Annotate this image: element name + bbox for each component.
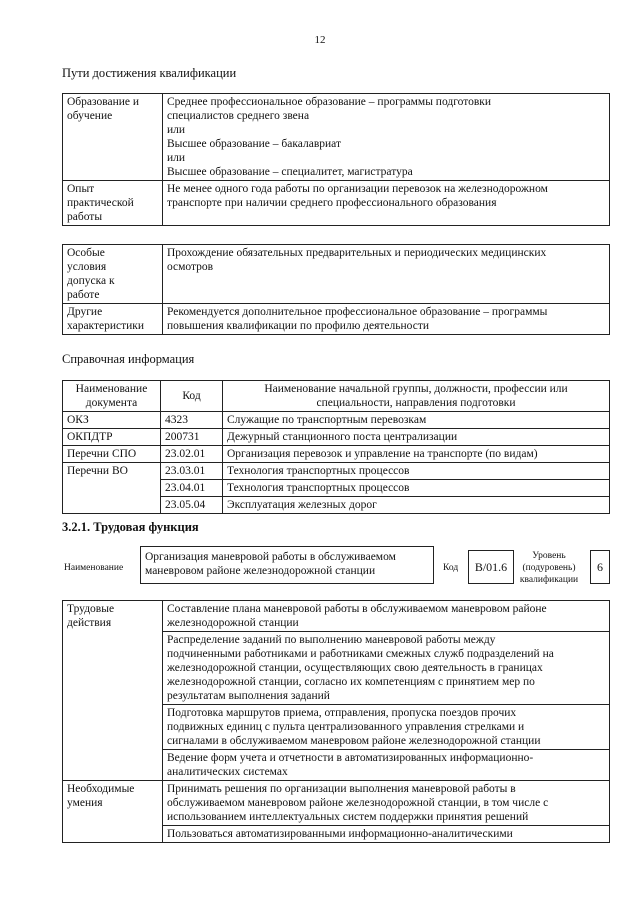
text-line: практической xyxy=(67,197,134,209)
ref-name-cell: Служащие по транспортным перевозкам xyxy=(223,412,610,429)
ref-header-doc: Наименование документа xyxy=(63,381,161,412)
ref-row xyxy=(63,446,610,463)
paths-value xyxy=(163,181,610,226)
ref-code-cell: 23.03.01 xyxy=(161,463,223,480)
actions-table xyxy=(62,600,610,843)
text-line: Опыт xyxy=(67,183,95,195)
paths-label xyxy=(63,181,163,226)
text-line: аналитических системах xyxy=(167,766,288,778)
text-line: Необходимые xyxy=(67,783,135,795)
text-line: работы xyxy=(67,211,103,223)
function-level-label: Уровень (подуровень) квалификации xyxy=(519,551,579,585)
ref-doc-cell: Перечни СПО xyxy=(63,446,161,463)
text-line: Особые xyxy=(67,247,105,259)
text-line: Подготовка маршрутов приема, отправления, пропуска поездов прочих xyxy=(167,707,517,719)
text-line: обучение xyxy=(67,110,113,122)
ref-name-cell: Организация перевозок и управление на транспорте (по видам) xyxy=(223,446,610,463)
text-line: характеристики xyxy=(67,320,145,332)
text-line: Высшее образование – специалитет, магистратура xyxy=(167,166,413,178)
ref-code-cell: 23.02.01 xyxy=(161,446,223,463)
ref-header-code: Код xyxy=(161,381,223,412)
conditions-value xyxy=(163,304,610,335)
ref-row xyxy=(63,429,610,446)
text-line: Другие xyxy=(67,306,103,318)
paths-table xyxy=(62,93,610,226)
ref-name-cell: Эксплуатация железных дорог xyxy=(223,497,610,514)
conditions-label xyxy=(63,245,163,304)
text-line: Рекомендуется дополнительное профессиональное образование – программы xyxy=(167,306,548,318)
text-line: или xyxy=(167,124,186,136)
labor-action-item xyxy=(163,632,610,705)
text-line: подчиненными работниками и работниками смежных служб подразделений на xyxy=(167,648,554,660)
reference-table xyxy=(62,380,610,514)
conditions-table xyxy=(62,244,610,335)
function-name-label: Наименование xyxy=(64,563,124,573)
paths-row xyxy=(63,94,610,181)
text-line: Трудовые xyxy=(67,603,115,615)
labor-action-row xyxy=(63,601,610,632)
text-line: осмотров xyxy=(167,261,214,273)
ref-name-cell: Дежурный станционного поста централизации xyxy=(223,429,610,446)
reference-heading: Справочная информация xyxy=(62,352,195,366)
function-code-value: B/01.6 xyxy=(468,550,514,584)
ref-doc-cell: Перечни ВО xyxy=(63,463,161,514)
function-code-label: Код xyxy=(443,563,459,573)
labor-action-item xyxy=(163,705,610,750)
text-line: результатам выполнения заданий xyxy=(167,690,330,702)
ref-code-cell: 23.04.01 xyxy=(161,480,223,497)
text-line: условия xyxy=(67,261,107,273)
text-line: Принимать решения по организации выполнения маневровой работы в xyxy=(167,783,516,795)
paths-value xyxy=(163,94,610,181)
text-line: подвижных единиц с пульта централизованного управления стрелками и xyxy=(167,721,525,733)
required-skill-label xyxy=(63,781,163,843)
text-line: транспорте при наличии среднего профессионального образования xyxy=(167,197,497,209)
text-line: сигналами в обслуживаемом маневровом районе железнодорожной станции xyxy=(167,735,541,747)
ref-row xyxy=(63,463,610,480)
labor-action-item xyxy=(163,601,610,632)
paths-label xyxy=(63,94,163,181)
required-skill-row xyxy=(63,781,610,826)
text-line: железнодорожной станции xyxy=(167,617,299,629)
text-line: или xyxy=(167,152,186,164)
ref-doc-cell: ОКЗ xyxy=(63,412,161,429)
text-line: Пользоваться автоматизированными информационно-аналитическими xyxy=(167,828,513,840)
labor-action-item xyxy=(163,750,610,781)
text-line: железнодорожной станции, согласно их компетенциям с принятием мер по xyxy=(167,676,535,688)
ref-doc-cell: ОКПДТР xyxy=(63,429,161,446)
text-line: умения xyxy=(67,797,103,809)
required-skill-item xyxy=(163,781,610,826)
text-line: работе xyxy=(67,289,100,301)
text-line: действия xyxy=(67,617,112,629)
text-line: Распределение заданий по выполнению маневровой работы между xyxy=(167,634,496,646)
text-line: Образование и xyxy=(67,96,140,108)
function-name-box: Организация маневровой работы в обслуживаемом маневровом районе железнодорожной станции xyxy=(140,546,434,584)
ref-code-cell: 200731 xyxy=(161,429,223,446)
labor-action-label xyxy=(63,601,163,781)
text-line: специалистов среднего звена xyxy=(167,110,310,122)
text-line: Среднее профессиональное образование – программы подготовки xyxy=(167,96,492,108)
page-number: 12 xyxy=(314,34,326,46)
text-line: железнодорожной станции, осуществляющих свою деятельность в границах xyxy=(167,662,543,674)
text-line: обслуживаемом маневровом районе железнодорожной станции, в том числе с xyxy=(167,797,549,809)
conditions-row xyxy=(63,304,610,335)
text-line: использованием интеллектуальных систем поддержки принятия решений xyxy=(167,811,529,823)
ref-row xyxy=(63,412,610,429)
conditions-label xyxy=(63,304,163,335)
text-line: Ведение форм учета и отчетности в автоматизированных информационно- xyxy=(167,752,534,764)
text-line: Высшее образование – бакалавриат xyxy=(167,138,341,150)
ref-name-cell: Технология транспортных процессов xyxy=(223,463,610,480)
conditions-value xyxy=(163,245,610,304)
ref-code-cell: 4323 xyxy=(161,412,223,429)
text-line: повышения квалификации по профилю деятельности xyxy=(167,320,429,332)
conditions-row xyxy=(63,245,610,304)
function-level-value: 6 xyxy=(590,550,610,584)
text-line: Прохождение обязательных предварительных и периодических медицинских xyxy=(167,247,547,259)
ref-name-cell: Технология транспортных процессов xyxy=(223,480,610,497)
required-skill-item xyxy=(163,826,610,843)
text-line: Составление плана маневровой работы в обслуживаемом маневровом районе xyxy=(167,603,547,615)
text-line: допуска к xyxy=(67,275,115,287)
function-heading: 3.2.1. Трудовая функция xyxy=(62,520,199,534)
paths-row xyxy=(63,181,610,226)
ref-header-name: Наименование начальной группы, должности, профессии или специальности, направления подготовки xyxy=(223,381,610,412)
paths-heading: Пути достижения квалификации xyxy=(62,66,237,80)
ref-code-cell: 23.05.04 xyxy=(161,497,223,514)
text-line: Не менее одного года работы по организации перевозок на железнодорожном xyxy=(167,183,548,195)
